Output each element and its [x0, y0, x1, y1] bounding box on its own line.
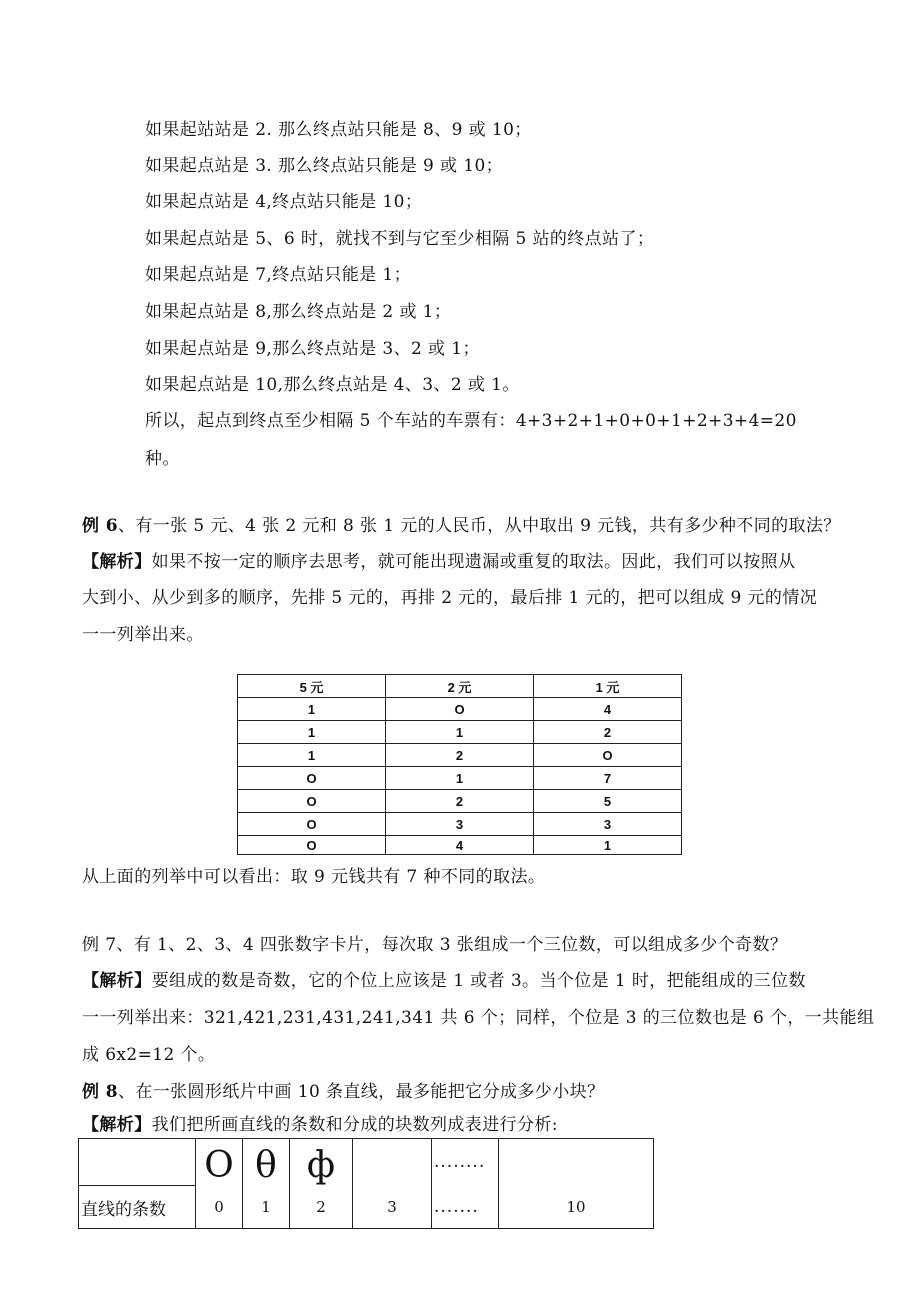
shape-row — [79, 1139, 654, 1186]
ellipsis-cell: ........ — [432, 1139, 499, 1186]
example8-question: 、在一张圆形纸片中画 10 条直线，最多能把它分成多少小块？ — [117, 1082, 605, 1102]
table-cell: 1 — [243, 1186, 290, 1229]
row-header: 直线的条数 — [79, 1186, 196, 1229]
table-cell: 1 — [386, 721, 534, 744]
table-cell: 2 — [290, 1186, 353, 1229]
table-row — [238, 767, 682, 790]
table-cell: 1 — [386, 767, 534, 790]
circle-one-line-icon: θ — [243, 1139, 290, 1186]
table-cell: 0 — [196, 1186, 243, 1229]
example8-analysis-line — [82, 1113, 558, 1137]
table-cell: 2 — [534, 721, 682, 744]
analysis-text: 要组成的数是奇数，它的个位上应该是 1 或者 3。当个位是 1 时，把能组成的三位数 — [151, 971, 806, 991]
table-cell: 1 — [238, 721, 386, 744]
table-cell — [353, 1139, 432, 1186]
example7-analysis-line — [82, 969, 806, 993]
analysis-label: 【解析】 — [82, 1115, 152, 1135]
analysis-text: 我们把所画直线的条数和分成的块数列成表进行分析: — [151, 1115, 558, 1135]
example6-title — [82, 514, 841, 538]
intro-line: 如果起点站是 3. 那么终点站只能是 9 或 10； — [145, 156, 504, 176]
circle-shape-icon: O — [196, 1139, 243, 1186]
table-row — [238, 836, 682, 855]
count-row — [79, 1186, 654, 1229]
example7-analysis-line: 一一列举出来：321,421,231,431,241,341 共 6 个；同样，个位是 3 的三位数也是 6 个，一共能组 — [82, 1008, 875, 1028]
analysis-label: 【解析】 — [82, 971, 152, 991]
table-row — [238, 698, 682, 721]
table-cell: 2 — [386, 790, 534, 813]
table-header-row — [238, 675, 682, 698]
table-cell: 2 — [386, 744, 534, 767]
example8-label: 例 8 — [82, 1082, 118, 1102]
table-cell: 3 — [353, 1186, 432, 1229]
column-header: 5 元 — [238, 675, 386, 698]
example6-label: 例 6 — [82, 516, 118, 536]
table-row — [238, 744, 682, 767]
example8-title — [82, 1080, 604, 1104]
table-cell: O — [238, 767, 386, 790]
table-cell: O — [238, 790, 386, 813]
intro-line: 如果起点站是 8,那么终点站是 2 或 1； — [145, 302, 452, 322]
intro-line: 如果起点站是 4,终点站只能是 10； — [145, 192, 423, 212]
table-cell: 10 — [499, 1186, 654, 1229]
ellipsis-cell: ....... — [432, 1186, 499, 1229]
table-cell: 1 — [534, 836, 682, 855]
intro-line: 如果起点站是 5、6 时，就找不到与它至少相隔 5 站的终点站了； — [145, 229, 655, 249]
example6-conclusion: 从上面的列举中可以看出：取 9 元钱共有 7 种不同的取法。 — [82, 867, 546, 887]
example6-analysis-line: 大到小、从少到多的顺序，先排 5 元的，再排 2 元的，最后排 1 元的，把可以组成 9 元的情况 — [82, 588, 818, 608]
table-row — [238, 813, 682, 836]
table-cell: 3 — [534, 813, 682, 836]
example6-analysis-line — [82, 550, 795, 574]
analysis-text: 如果不按一定的顺序去思考，就可能出现遗漏或重复的取法。因此，我们可以按照从 — [151, 552, 796, 572]
analysis-label: 【解析】 — [82, 552, 152, 572]
table-cell — [499, 1139, 654, 1186]
table-cell: 1 — [238, 744, 386, 767]
coin-combination-table — [237, 674, 682, 855]
table-row — [238, 721, 682, 744]
circle-two-lines-icon: ф — [290, 1139, 353, 1186]
table-cell: 7 — [534, 767, 682, 790]
intro-line: 如果起点站是 9,那么终点站是 3、2 或 1； — [145, 339, 480, 359]
table-cell: 3 — [386, 813, 534, 836]
example7-title: 例 7、有 1、2、3、4 四张数字卡片，每次取 3 张组成一个三位数，可以组成多少个奇数？ — [82, 935, 788, 955]
table-cell: 4 — [386, 836, 534, 855]
example6-question: 、有一张 5 元、4 张 2 元和 8 张 1 元的人民币，从中取出 9 元钱，共有多少种不同的取法？ — [117, 516, 841, 536]
line-count-table — [78, 1138, 654, 1229]
intro-line: 如果起点站是 7,终点站只能是 1； — [145, 265, 412, 285]
table-cell: O — [534, 744, 682, 767]
intro-line: 如果起点站是 10,那么终点站是 4、3、2 或 1。 — [145, 375, 520, 395]
column-header: 1 元 — [534, 675, 682, 698]
table-cell — [79, 1139, 196, 1186]
table-cell: 1 — [238, 698, 386, 721]
table-cell: O — [238, 813, 386, 836]
column-header: 2 元 — [386, 675, 534, 698]
table-cell: O — [386, 698, 534, 721]
table-cell: 4 — [534, 698, 682, 721]
intro-line: 如果起站站是 2. 那么终点站只能是 8、9 或 10； — [145, 120, 532, 140]
intro-line: 所以，起点到终点至少相隔 5 个车站的车票有：4+3+2+1+0+0+1+2+3+4=20 — [145, 411, 797, 431]
table-cell: 5 — [534, 790, 682, 813]
intro-line: 种。 — [145, 449, 180, 469]
example7-analysis-line: 成 6x2=12 个。 — [82, 1045, 216, 1065]
example6-analysis-line: 一一列举出来。 — [82, 625, 204, 645]
table-row — [238, 790, 682, 813]
table-cell: O — [238, 836, 386, 855]
